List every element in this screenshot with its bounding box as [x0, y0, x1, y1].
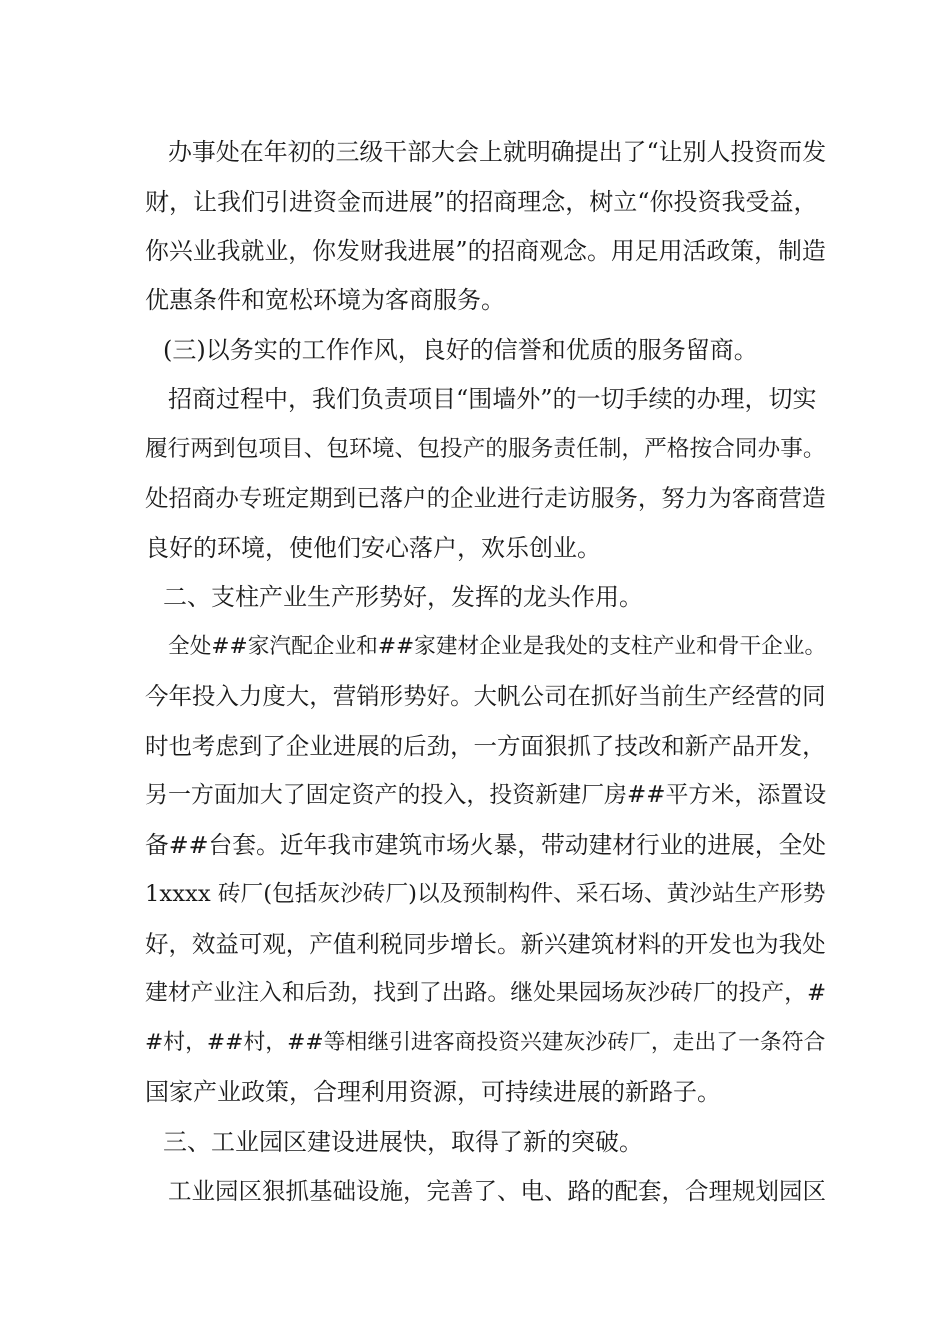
text-line: 建材产业注入和后劲，找到了出路。继处果园场灰沙砖厂的投产，# [145, 980, 827, 1006]
text-line: 履行两到包项目、包环境、包投产的服务责任制，严格按合同办事。 [145, 436, 826, 462]
section-heading: 三、工业园区建设进展快，取得了新的突破。 [163, 1128, 643, 1156]
text-line: 办事处在年初的三级干部大会上就明确提出了“让别人投资而发 [168, 138, 827, 166]
text-line: 工业园区狠抓基础设施，完善了、电、路的配套，合理规划园区 [168, 1177, 826, 1205]
text-line: 今年投入力度大，营销形势好。大帆公司在抓好当前生产经营的同 [145, 682, 826, 710]
text-line: 国家产业政策，合理利用资源，可持续进展的新路子。 [145, 1078, 721, 1106]
text-line: 处招商办专班定期到已落户的企业进行走访服务，努力为客商营造 [145, 484, 826, 512]
text-line: 时也考虑到了企业进展的后劲，一方面狠抓了技改和新产品开发， [145, 732, 826, 760]
text-line: 好，效益可观，产值利税同步增长。新兴建筑材料的开发也为我处 [145, 930, 826, 958]
text-line: 你兴业我就业，你发财我进展”的招商观念。用足用活政策，制造 [145, 237, 826, 265]
text-line: 1xxxx 砖厂(包括灰沙砖厂)以及预制构件、采石场、黄沙站生产形势 [145, 881, 826, 907]
section-heading: 二、支柱产业生产形势好，发挥的龙头作用。 [163, 583, 643, 611]
text-line: 全处##家汽配企业和##家建材企业是我处的支柱产业和骨干企业。 [168, 634, 827, 659]
text-line: #村，##村，##等相继引进客商投资兴建灰沙砖厂，走出了一条符合 [145, 1030, 826, 1055]
text-line: 财，让我们引进资金而进展”的招商理念，树立“你投资我受益， [145, 188, 818, 216]
text-line: 优惠条件和宽松环境为客商服务。 [145, 286, 505, 314]
section-heading: (三)以务实的工作作风，良好的信誉和优质的服务留商。 [163, 336, 758, 364]
text-line: 备##台套。近年我市建筑市场火暴，带动建材行业的进展，全处 [145, 831, 827, 859]
text-line: 招商过程中，我们负责项目“围墙外”的一切手续的办理，切实 [168, 385, 817, 413]
text-line: 另一方面加大了固定资产的投入，投资新建厂房##平方米，添置设 [145, 782, 827, 808]
text-line: 良好的环境，使他们安心落户，欢乐创业。 [145, 534, 601, 562]
